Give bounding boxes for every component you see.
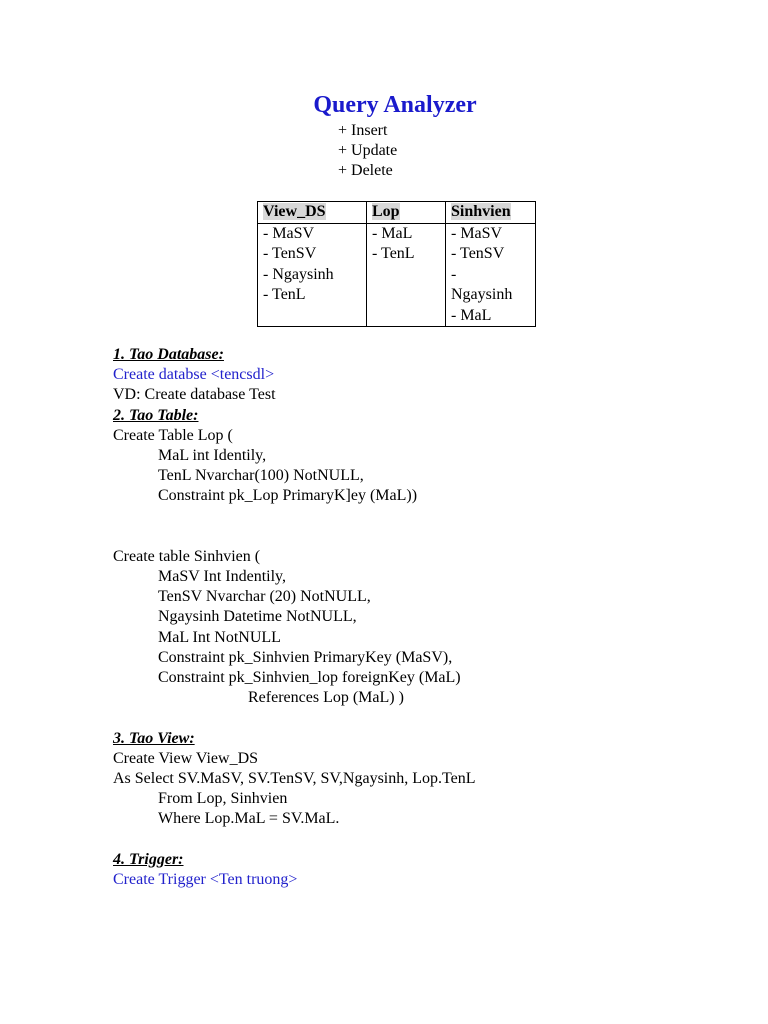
table-header-row bbox=[258, 202, 536, 224]
code-line: Constraint pk_Lop PrimaryK]ey (MaL)) bbox=[158, 487, 418, 505]
table-cell: - TenL bbox=[372, 245, 415, 262]
spacer bbox=[113, 527, 476, 547]
code-line: MaL int Identily, bbox=[158, 446, 267, 464]
code-line: MaL Int NotNULL bbox=[158, 628, 281, 646]
code-line: MaSV Int Indentily, bbox=[158, 568, 286, 586]
table-row bbox=[258, 223, 536, 327]
section-heading-table: 2. Tao Table: bbox=[113, 406, 199, 424]
table-cell: - TenSV bbox=[451, 245, 505, 262]
column-view-ds bbox=[258, 223, 367, 327]
table-cell: - MaSV bbox=[451, 224, 503, 242]
operation-item: + Insert bbox=[338, 122, 388, 139]
code-line: TenSV Nvarchar (20) NotNULL, bbox=[158, 588, 371, 606]
section-heading-view: 3. Tao View: bbox=[113, 729, 195, 747]
document-body bbox=[113, 345, 476, 890]
table-cell: - Ngaysinh bbox=[263, 265, 334, 283]
operation-item: + Delete bbox=[338, 162, 393, 179]
schema-table bbox=[257, 201, 536, 327]
table-cell: - TenL bbox=[263, 286, 306, 303]
create-database-syntax: Create databse <tencsdl> bbox=[113, 366, 275, 384]
code-line: Create Table Lop ( bbox=[113, 426, 233, 444]
column-lop bbox=[367, 223, 446, 327]
code-line: Create View View_DS bbox=[113, 749, 259, 767]
page-title: Query Analyzer bbox=[313, 92, 477, 118]
table-cell: - bbox=[451, 265, 457, 283]
code-line: TenL Nvarchar(100) NotNULL, bbox=[158, 467, 364, 485]
table-cell: - TenSV bbox=[263, 245, 317, 262]
header-sinhvien: Sinhvien bbox=[446, 202, 536, 224]
column-sinhvien bbox=[446, 223, 536, 327]
code-line: Constraint pk_Sinhvien PrimaryKey (MaSV), bbox=[158, 648, 453, 666]
code-line: References Lop (MaL) ) bbox=[248, 689, 404, 707]
create-trigger-syntax: Create Trigger <Ten truong> bbox=[113, 870, 298, 888]
spacer bbox=[113, 507, 476, 527]
code-line: Where Lop.MaL = SV.MaL. bbox=[158, 810, 340, 828]
operations-list bbox=[338, 121, 397, 181]
table-cell: - MaSV bbox=[263, 224, 315, 242]
create-database-example: VD: Create database Test bbox=[113, 386, 276, 404]
code-line: Ngaysinh Datetime NotNULL, bbox=[158, 608, 357, 626]
code-line: Constraint pk_Sinhvien_lop foreignKey (MaL) bbox=[158, 669, 461, 686]
table-cell: - MaL bbox=[372, 224, 413, 242]
header-view-ds: View_DS bbox=[258, 202, 367, 224]
header-lop: Lop bbox=[367, 202, 446, 224]
code-line: Create table Sinhvien ( bbox=[113, 547, 261, 565]
operation-item: + Update bbox=[338, 142, 398, 159]
code-line: From Lop, Sinhvien bbox=[158, 790, 288, 808]
section-heading-trigger: 4. Trigger: bbox=[113, 850, 184, 868]
section-heading-database: 1. Tao Database: bbox=[113, 346, 224, 363]
table-cell: Ngaysinh bbox=[451, 286, 513, 303]
code-line: As Select SV.MaSV, SV.TenSV, SV,Ngaysinh, Lop.TenL bbox=[113, 769, 476, 787]
spacer bbox=[113, 708, 476, 728]
spacer bbox=[113, 830, 476, 850]
table-cell: - MaL bbox=[451, 306, 492, 324]
